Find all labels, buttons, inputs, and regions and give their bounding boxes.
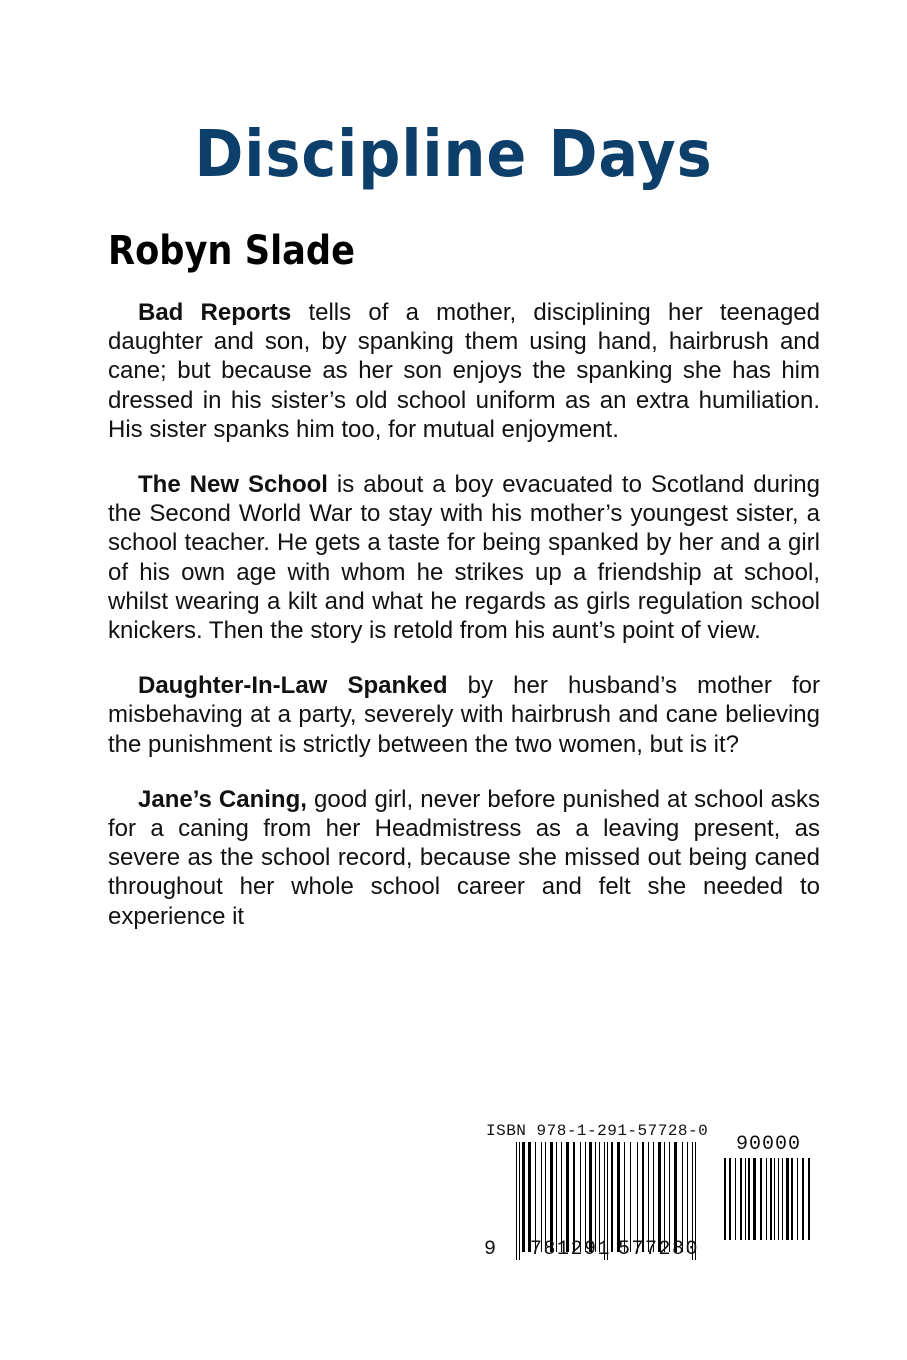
story-description: is about a boy evacuated to Scotland during the Second World War to stay with his mother’s youngest sister, a school teacher. He gets a taste for being spanked by her and a girl of his own age with whom he strikes up a friendship at school, whilst wearing a kilt and what he regards as girls regulation school knickers. Then the story is retold from his aunt’s point of view. xyxy=(108,471,820,645)
barcode-digits-right: 577280 xyxy=(618,1238,700,1261)
barcode-bar xyxy=(782,1158,783,1240)
barcode-bar xyxy=(589,1142,592,1252)
barcode-bar xyxy=(745,1158,746,1240)
author-name: Robyn Slade xyxy=(108,228,355,274)
story-title: The New School xyxy=(138,471,328,499)
barcode-digits-left: 781291 xyxy=(530,1238,612,1261)
barcode-bar xyxy=(519,1142,520,1260)
barcode-bar xyxy=(637,1142,638,1252)
barcode-digit-first: 9 xyxy=(484,1238,497,1261)
barcode-bar xyxy=(648,1142,649,1252)
story-description: good girl, never before punished at school asks for a caning from her Headmistress as a leaving present, as severe as the school record, because she missed out being caned throughout her whole school career and felt she needed to experience it xyxy=(108,785,820,930)
barcode-bar xyxy=(770,1158,772,1240)
isbn-label: ISBN 978-1-291-57728-0 xyxy=(486,1122,709,1140)
barcode-bar xyxy=(687,1142,688,1252)
barcode-bar xyxy=(585,1142,586,1252)
barcode-bar xyxy=(786,1158,789,1240)
book-title: Discipline Days xyxy=(194,118,713,192)
blurb-paragraph xyxy=(108,671,820,759)
barcode-bar xyxy=(624,1142,625,1252)
barcode-bar xyxy=(724,1158,726,1240)
barcode-bar xyxy=(545,1142,546,1252)
barcode-bar xyxy=(669,1142,670,1252)
barcode-bar xyxy=(617,1142,620,1252)
barcode-bar xyxy=(808,1158,810,1240)
barcode-bar xyxy=(599,1142,600,1252)
blurb-paragraph xyxy=(108,298,820,444)
barcode-bar xyxy=(556,1142,557,1252)
barcode-bar xyxy=(760,1158,762,1240)
barcode-bar xyxy=(802,1158,804,1240)
barcode-bar xyxy=(753,1158,756,1240)
barcode-bar xyxy=(522,1142,525,1252)
barcode-bar xyxy=(561,1142,562,1252)
barcode-bar xyxy=(580,1142,581,1252)
barcode-bar xyxy=(535,1142,536,1252)
barcode-bar xyxy=(541,1142,542,1252)
barcode-bar xyxy=(642,1142,644,1252)
barcode-bar xyxy=(595,1142,596,1252)
barcode-bar xyxy=(566,1142,569,1252)
story-description: by her husband’s mother for misbehaving at a party, severely with hairbrush and cane believing the punishment is strictly between the two women, but is it? xyxy=(108,672,820,758)
barcode-bar xyxy=(550,1142,553,1252)
blurb xyxy=(108,298,820,957)
barcode-bar xyxy=(528,1142,531,1252)
barcode-bar xyxy=(735,1158,736,1240)
barcode-bar xyxy=(774,1158,775,1240)
barcode-bar xyxy=(797,1158,798,1240)
barcode-bar xyxy=(778,1158,779,1240)
isbn-barcode xyxy=(484,1118,814,1263)
barcode-bar xyxy=(766,1158,767,1240)
barcode-bar xyxy=(573,1142,575,1252)
barcode-bar xyxy=(748,1158,750,1240)
story-description: tells of a mother, disciplining her teenaged daughter and son, by spanking them using hand, hairbrush and cane; but because as her son enjoys the spanking she has him dressed in his sister’s old school uniform as an extra humiliation. His sister spanks him too, for mutual enjoyment. xyxy=(108,299,820,443)
addon-number: 90000 xyxy=(736,1133,802,1156)
barcode-bar xyxy=(658,1142,661,1252)
story-title: Jane’s Caning, xyxy=(138,785,307,813)
barcode-bar xyxy=(516,1142,517,1260)
blurb-paragraph xyxy=(108,785,820,931)
barcode-bar xyxy=(653,1142,654,1252)
story-title: Bad Reports xyxy=(138,299,292,326)
barcode-bar xyxy=(740,1158,742,1240)
barcode-bar xyxy=(791,1158,793,1240)
blurb-paragraph xyxy=(108,470,820,645)
story-title: Daughter-In-Law Spanked xyxy=(138,672,448,700)
barcode-bar xyxy=(611,1142,613,1252)
barcode-bar xyxy=(664,1142,665,1252)
barcode-bar xyxy=(729,1158,731,1240)
barcode-bar xyxy=(630,1142,631,1252)
barcode-bar xyxy=(674,1142,677,1252)
barcode-bar xyxy=(682,1142,683,1252)
